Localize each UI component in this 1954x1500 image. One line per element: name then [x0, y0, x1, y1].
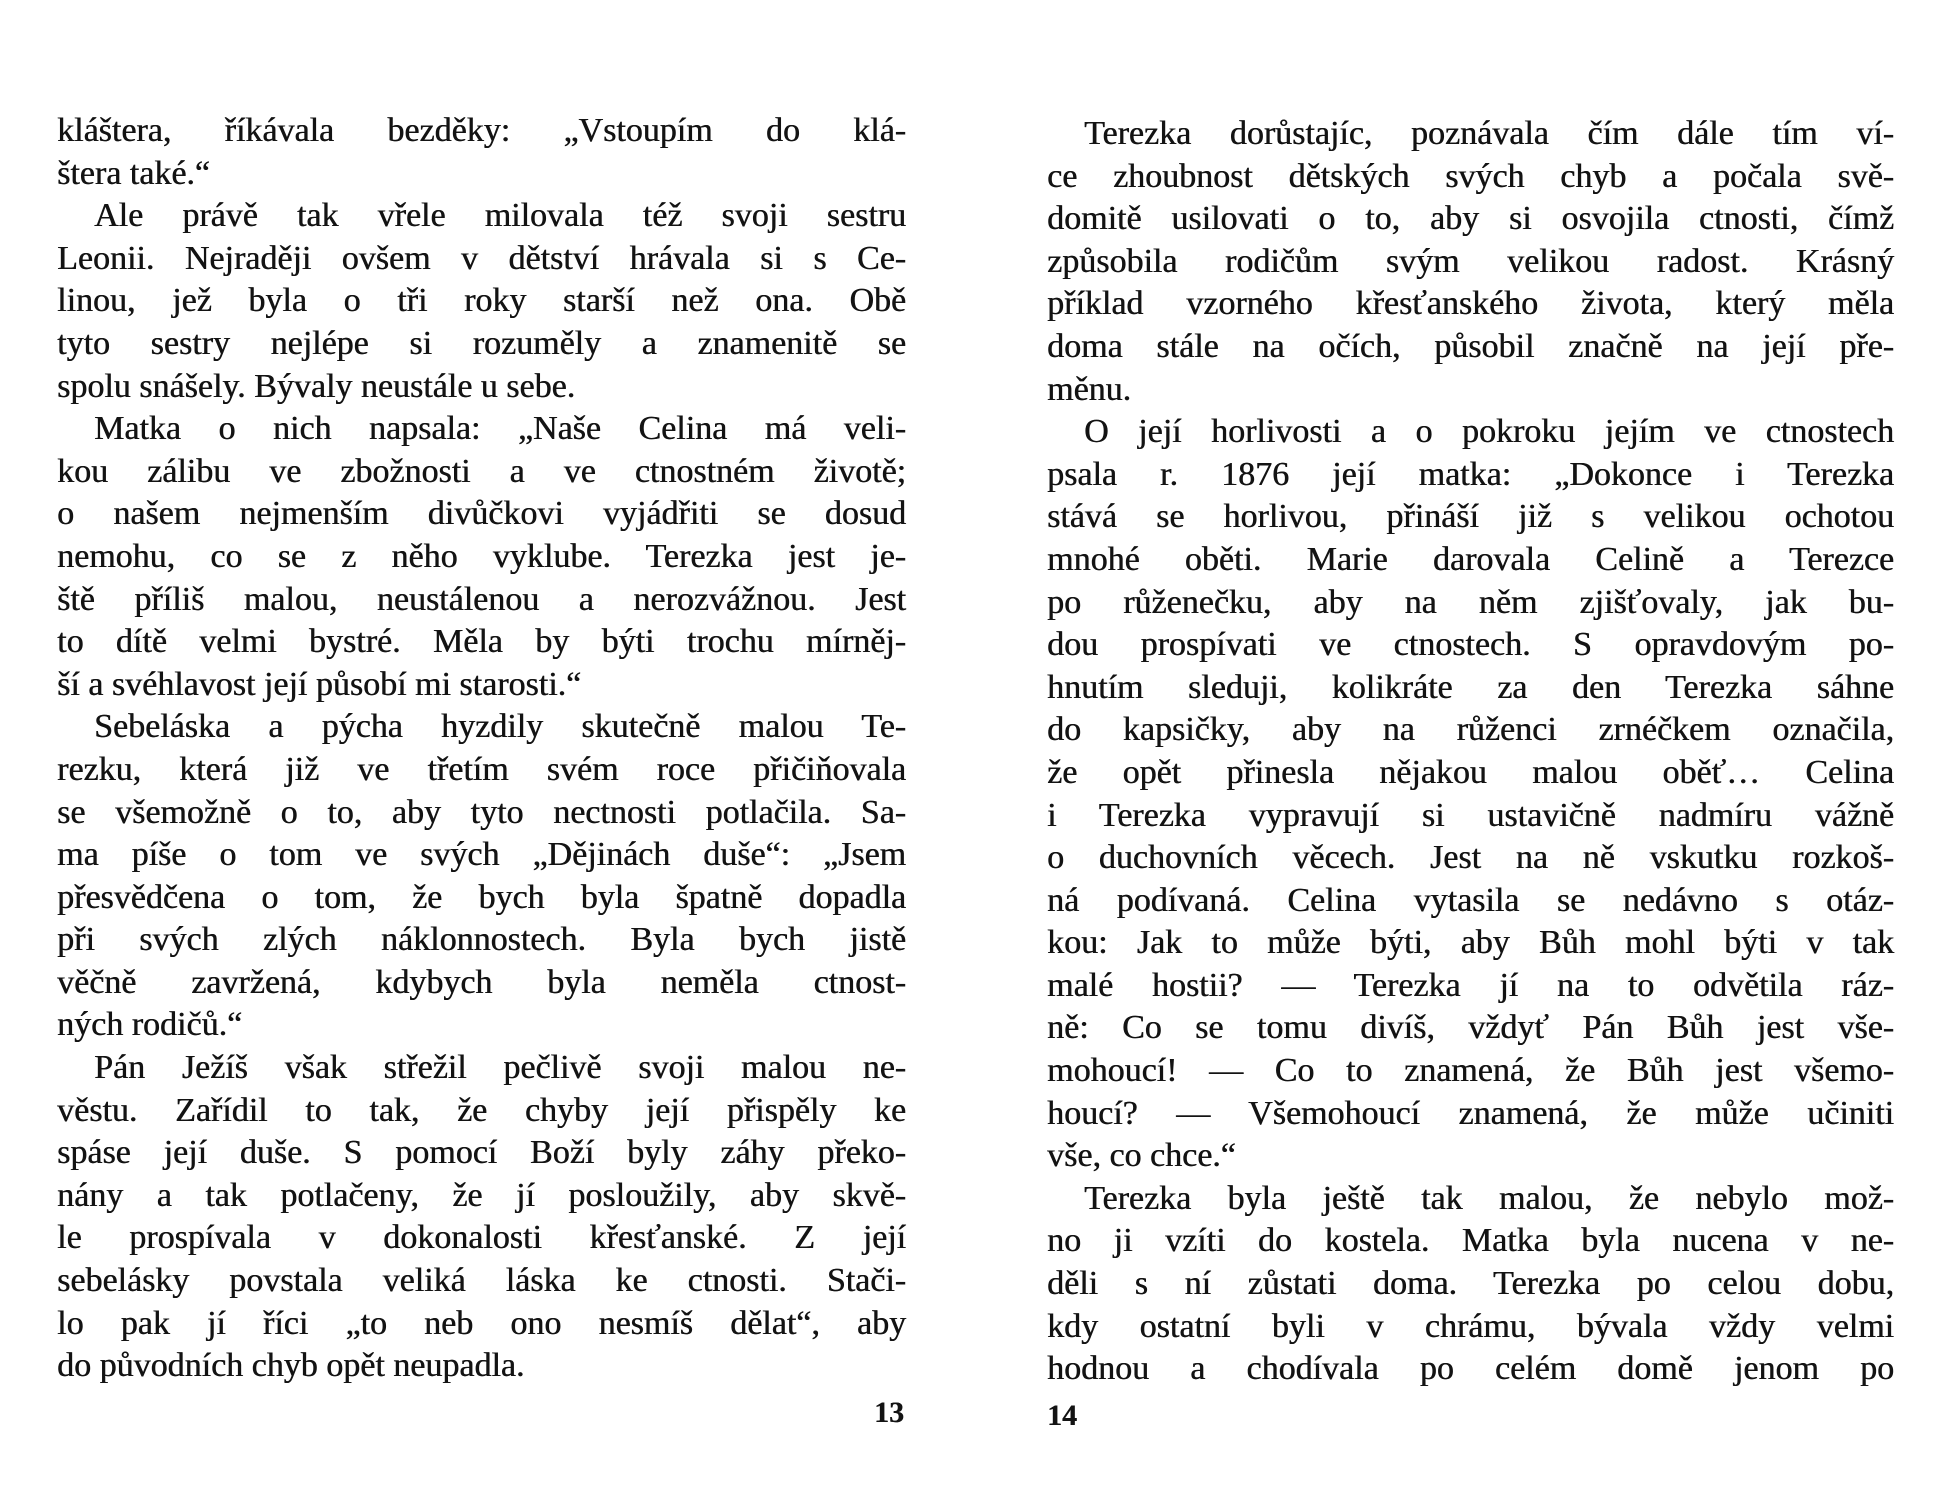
text-line: o našem nejmenším divůčkovi vyjádřiti se dosud [57, 495, 906, 533]
text-line: spolu snášely. Bývaly neustále u sebe. [57, 367, 576, 405]
text-line: sebelásky povstala veliká láska ke ctnosti. Stači- [57, 1262, 906, 1300]
text-line: způsobila rodičům svým velikou radost. Krásný [1047, 242, 1894, 280]
text-line: ná podívaná. Celina vytasila se nedávno s otáz- [1047, 881, 1894, 919]
text-line: malé hostii? — Terezka jí na to odvětila ráz- [1047, 966, 1894, 1004]
text-line: děli s ní zůstati doma. Terezka po celou dobu, [1047, 1265, 1894, 1303]
text-line: se všemožně o to, aby tyto nectnosti potlačila. Sa- [57, 793, 906, 831]
text-line: Matka o nich napsala: „Naše Celina má veli- [94, 410, 906, 448]
text-line: do původních chyb opět neupadla. [57, 1347, 525, 1385]
text-line: štera také.“ [57, 154, 210, 192]
text-line: rezku, která již ve třetím svém roce přičiňovala [57, 750, 906, 788]
text-line: mnohé oběti. Marie darovala Celině a Terezce [1047, 540, 1894, 578]
text-line: měnu. [1047, 370, 1132, 408]
text-line: Leonii. Nejraději ovšem v dětství hrávala si s Ce- [57, 239, 906, 277]
page-number: 14 [1047, 1399, 1077, 1432]
text-line: po růženečku, aby na něm zjišťovaly, jak bu- [1047, 583, 1894, 621]
text-line: o duchovních věcech. Jest na ně vskutku rozkoš- [1047, 839, 1894, 877]
right-page [1047, 113, 1894, 1391]
text-line: nány a tak potlačeny, že jí posloužily, aby skvě- [57, 1176, 906, 1214]
text-line: Sebeláska a pýcha hyzdily skutečně malou Te- [94, 708, 906, 746]
text-line: i Terezka vypravují si ustavičně nadmíru vážně [1047, 796, 1894, 834]
text-line: hnutím sleduji, kolikráte za den Terezka sáhne [1047, 668, 1894, 706]
text-line: věčně zavržená, kdybych byla neměla ctnost- [57, 963, 906, 1001]
text-line: houcí? — Všemohoucí znamená, že může učiniti [1047, 1094, 1894, 1132]
page-number: 13 [874, 1396, 904, 1429]
text-line: le prospívala v dokonalosti křesťanské. Z její [57, 1219, 906, 1257]
text-line: doma stále na očích, působil značně na její pře- [1047, 327, 1894, 365]
text-line: ště příliš malou, neustálenou a nerozvážnou. Jest [57, 580, 906, 618]
text-line: ce zhoubnost dětských svých chyb a počala svě- [1047, 157, 1894, 195]
text-line: kou: Jak to může býti, aby Bůh mohl býti v tak [1047, 924, 1894, 962]
text-line: dou prospívati ve ctnostech. S opravdovým po- [1047, 626, 1894, 664]
text-line: ší a svéhlavost její působí mi starosti.“ [57, 665, 582, 703]
text-line: psala r. 1876 její matka: „Dokonce i Terezka [1047, 455, 1894, 493]
text-line: do kapsičky, aby na růženci zrnéčkem označila, [1047, 711, 1894, 749]
text-line: kou zálibu ve zbožnosti a ve ctnostném životě; [57, 452, 906, 490]
text-line: vše, co chce.“ [1047, 1137, 1236, 1175]
text-line: ně: Co se tomu divíš, vždyť Pán Bůh jest vše- [1047, 1009, 1894, 1047]
text-line: to dítě velmi bystré. Měla by býti trochu mírněj- [57, 623, 906, 661]
text-line: stává se horlivou, přináší již s velikou ochotou [1047, 498, 1894, 536]
text-line: tyto sestry nejlépe si rozuměly a znamenitě se [57, 324, 906, 362]
text-line: lo pak jí říci „to neb ono nesmíš dělat“, aby [57, 1304, 906, 1342]
text-line: no ji vzíti do kostela. Matka byla nucena v ne- [1047, 1222, 1894, 1260]
left-page [57, 110, 906, 1388]
text-line: kláštera, říkávala bezděky: „Vstoupím do klá- [57, 112, 906, 149]
text-line: Ale právě tak vřele milovala též svoji sestru [94, 197, 906, 235]
text-line: ma píše o tom ve svých „Dějinách duše“: „Jsem [57, 836, 906, 874]
text-line: mohoucí! — Co to znamená, že Bůh jest všemo- [1047, 1052, 1894, 1090]
text-line: Terezka dorůstajíc, poznávala čím dále tím ví- [1084, 115, 1894, 152]
text-line: nemohu, co se z něho vyklube. Terezka jest je- [57, 537, 906, 575]
text-line: domitě usilovati o to, aby si osvojila ctnosti, čímž [1047, 200, 1894, 238]
text-line: Terezka byla ještě tak malou, že nebylo mož- [1084, 1179, 1894, 1217]
text-line: že opět přinesla nějakou malou oběť… Celina [1047, 753, 1894, 791]
text-line: kdy ostatní byli v chrámu, bývala vždy velmi [1047, 1307, 1894, 1345]
text-line: věstu. Zařídil to tak, že chyby její přispěly ke [57, 1091, 906, 1129]
text-line: přesvědčena o tom, že bych byla špatně dopadla [57, 878, 906, 916]
text-line: linou, jež byla o tři roky starší než ona. Obě [57, 282, 906, 320]
text-line: O její horlivosti a o pokroku jejím ve ctnostech [1084, 413, 1894, 451]
text-line: při svých zlých náklonnostech. Byla bych jistě [57, 921, 906, 959]
text-line: příklad vzorného křesťanského života, který měla [1047, 285, 1894, 323]
text-line: Pán Ježíš však střežil pečlivě svoji malou ne- [94, 1049, 906, 1087]
text-line: ných rodičů.“ [57, 1006, 243, 1044]
text-line: hodnou a chodívala po celém domě jenom po [1047, 1350, 1894, 1388]
text-line: spáse její duše. S pomocí Boží byly záhy překo- [57, 1134, 906, 1172]
